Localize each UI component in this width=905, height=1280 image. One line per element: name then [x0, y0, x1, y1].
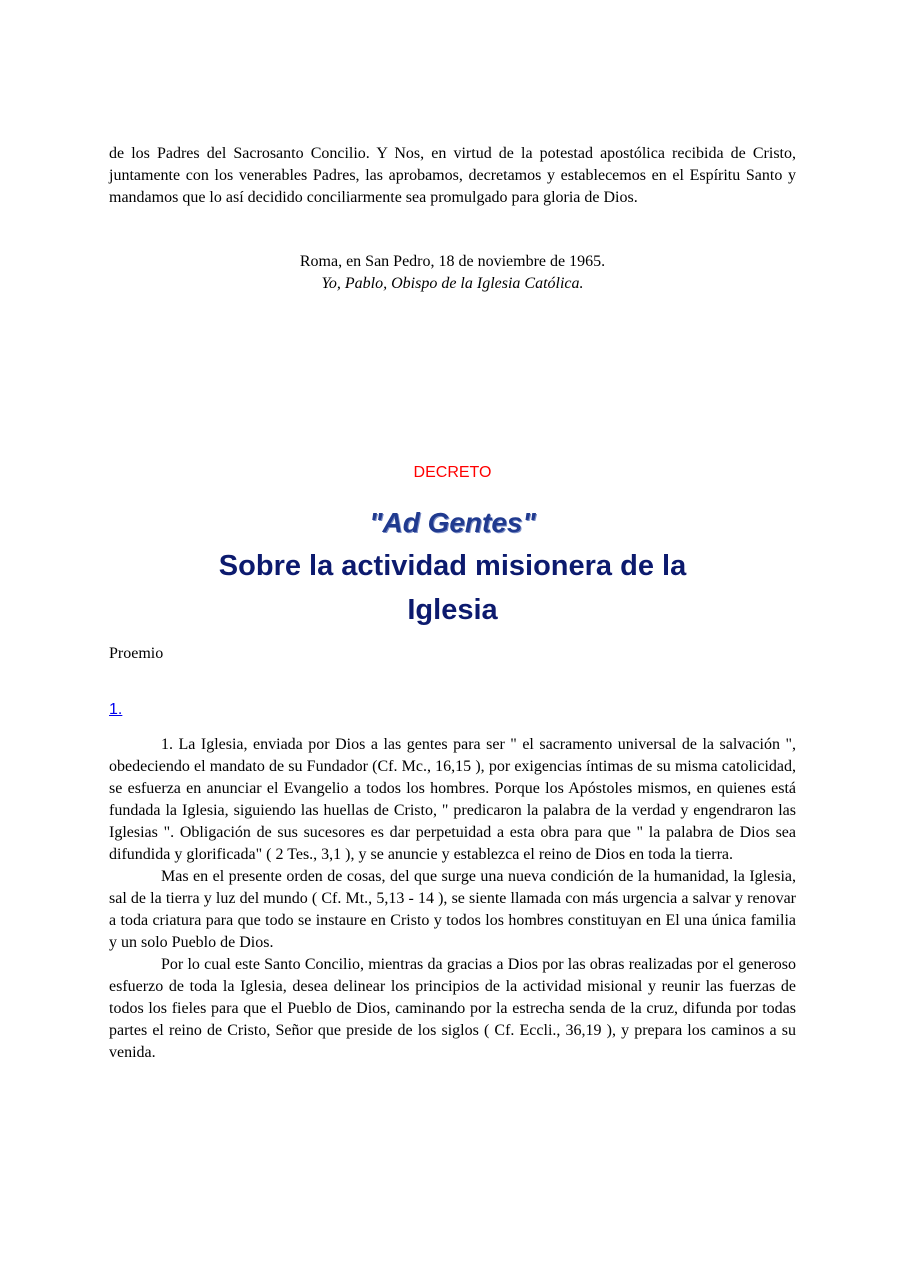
- section-number-link[interactable]: 1.: [109, 701, 123, 718]
- body-text: [109, 734, 796, 1064]
- decree-title-block: [109, 502, 796, 632]
- signature-block: [109, 251, 796, 295]
- decree-label: DECRETO: [413, 464, 492, 481]
- body-paragraph-1: 1. La Iglesia, enviada por Dios a las gentes para ser " el sacramento universal de la salvación ", obedeciendo el mandato de su Fundador (Cf. Mc., 16,15 ), por exigencias íntimas de su misma catolicidad, se esfuerza en anunciar el Evangelio a todos los hombres. Porque los Apóstoles mismos, en quienes está fundada la Iglesia, siguiendo las huellas de Cristo, " predicaron la palabra de la verdad y engendraron las Iglesias ". Obligación de sus sucesores es dar perpetuidad a esta obra para que " la palabra de Dios sea difundida y glorificada" ( 2 Tes., 3,1 ), y se anuncie y establezca el reino de Dios en toda la tierra.: [109, 736, 796, 863]
- signature-place-date: Roma, en San Pedro, 18 de noviembre de 1965.: [299, 253, 606, 270]
- intro-paragraph: de los Padres del Sacrosanto Concilio. Y Nos, en virtud de la potestad apostólica recibida de Cristo, juntamente con los venerables Padres, las aprobamos, decretamos y establecemos en el Espíritu Santo y mandamos que lo así decidido conciliarmente sea promulgado para gloria de Dios.: [109, 145, 796, 206]
- decree-subtitle-line2: Iglesia: [407, 594, 498, 626]
- body-paragraph-3: Por lo cual este Santo Concilio, mientras da gracias a Dios por las obras realizadas por el generoso esfuerzo de toda la Iglesia, desea delinear los principios de la actividad misional y reunir las fuerzas de todos los fieles para que el Pueblo de Dios, caminando por la estrecha senda de la cruz, difunda por todas partes el reino de Cristo, Señor que preside de los siglos ( Cf. Eccli., 36,19 ), y prepara los caminos a su venida.: [109, 956, 796, 1061]
- signature-signed-by: Yo, Pablo, Obispo de la Iglesia Católica.: [321, 275, 584, 292]
- section-heading: Proemio: [109, 645, 164, 662]
- decree-title: "Ad Gentes": [369, 507, 536, 538]
- body-paragraph-2: Mas en el presente orden de cosas, del que surge una nueva condición de la humanidad, la Iglesia, sal de la tierra y luz del mundo ( Cf. Mt., 5,13 - 14 ), se siente llamada con más urgencia a salvar y renovar a toda criatura para que todo se instaure en Cristo y todos los hombres constituyan en El una única familia y un solo Pueblo de Dios.: [109, 868, 796, 951]
- decree-subtitle-line1: Sobre la actividad misionera de la: [218, 550, 687, 582]
